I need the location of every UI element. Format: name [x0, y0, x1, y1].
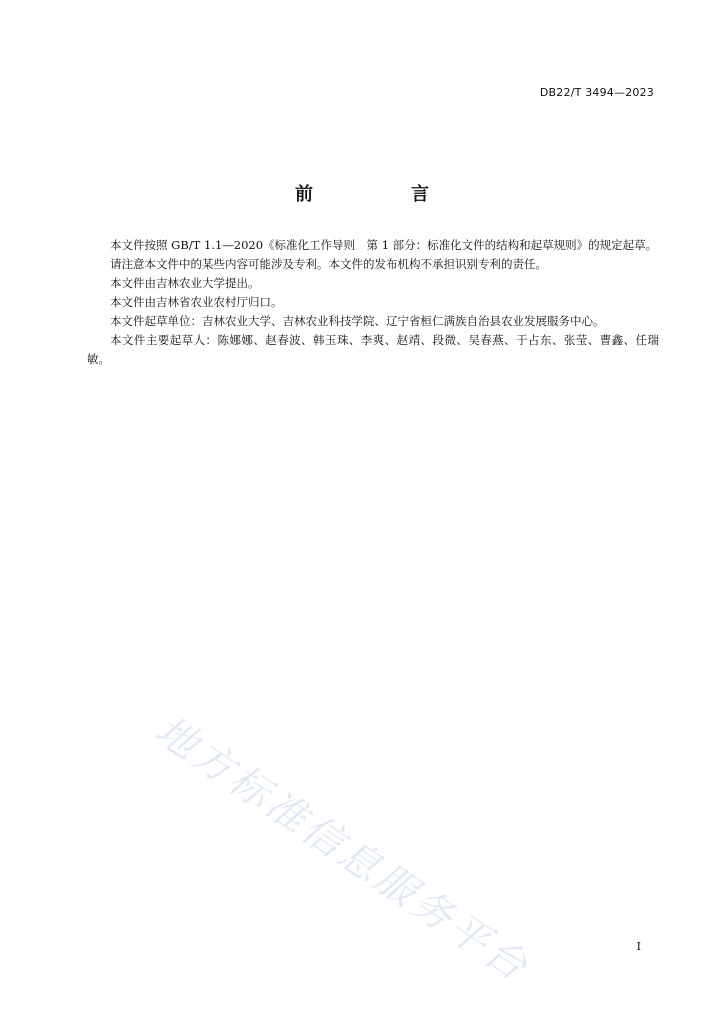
page-title: 前 言 — [295, 184, 469, 205]
paragraph-proposer: 本文件由吉林农业大学提出。 — [110, 276, 260, 290]
page-number: I — [636, 940, 641, 953]
paragraph-drafters: 本文件主要起草人：陈娜娜、赵春波、韩玉珠、李爽、赵靖、段微、吴春燕、于占东、张莹、曹鑫、任瑞敏。 — [87, 333, 659, 366]
standard-code: DB22/T 3494—2023 — [539, 86, 654, 99]
foreword-body — [87, 236, 659, 369]
paragraph-administration: 本文件由吉林省农业农村厅归口。 — [110, 295, 283, 309]
watermark: 地方标准信息服务平台 — [147, 707, 538, 992]
paragraph-patent-notice: 请注意本文件中的某些内容可能涉及专利。本文件的发布机构不承担识别专利的责任。 — [110, 257, 547, 271]
paragraph-drafting-rules: 本文件按照 GB/T 1.1—2020《标准化工作导则 第 1 部分：标准化文件的结构和起草规则》的规定起草。 — [110, 238, 658, 252]
paragraph-drafting-units: 本文件起草单位：吉林农业大学、吉林农业科技学院、辽宁省桓仁满族自治县农业发展服务中心。 — [110, 314, 605, 328]
